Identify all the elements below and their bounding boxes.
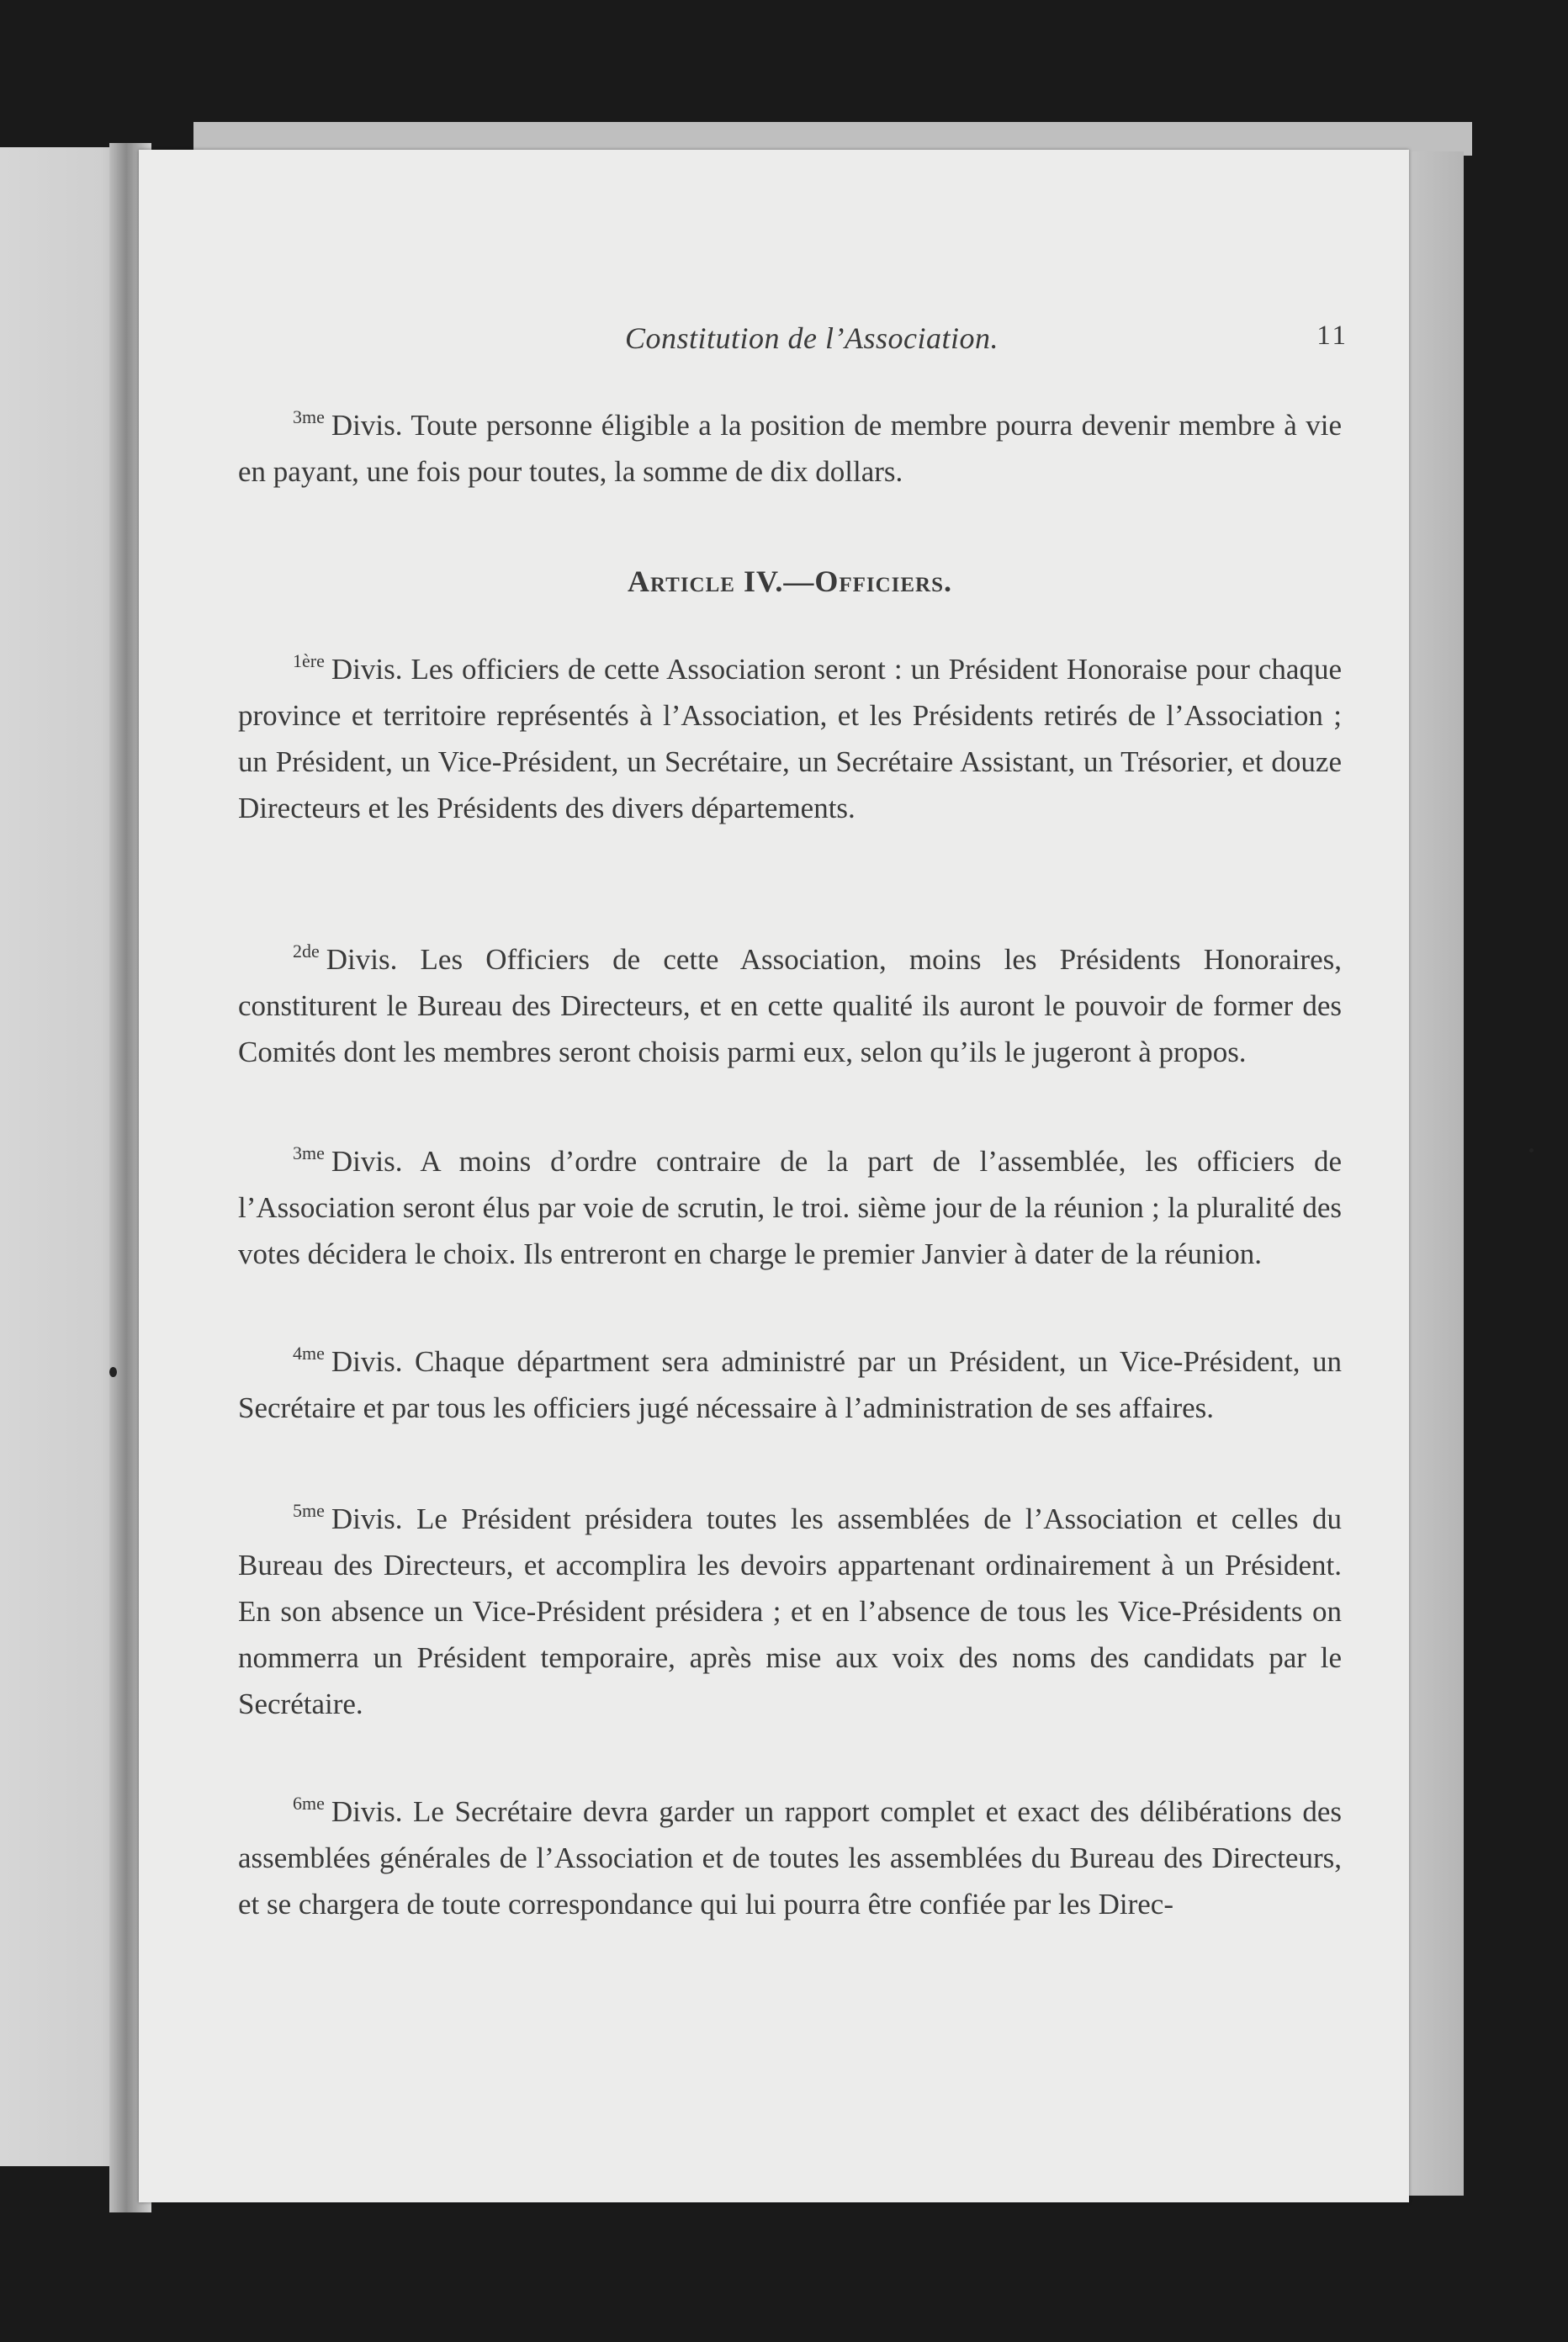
article-heading: Article IV.—Officiers. — [627, 564, 953, 598]
dust-speck — [109, 1367, 117, 1377]
paragraph-6me-divis — [238, 1788, 1342, 1927]
division-ordinal: 3me — [293, 406, 325, 427]
paragraph-text: Divis. Toute personne éligible a la position de membre pourra devenir membre à vie en payant, une fois pour toutes, la somme de dix dollars. — [238, 409, 1342, 488]
paragraph-text: Divis. Le Président présidera toutes les assemblées de l’Association et celles du Bureau des Directeurs, et accomplira les devoirs appartenant ordinairement à un Président. En son absence un Vice-Président présidera ; et en l’absence de tous les Vice-Présidents on nommerra un Président temporaire, après mise aux voix des noms des candidats par le Secrétaire. — [238, 1502, 1342, 1720]
paragraph-text: Divis. Les Officiers de cette Association, moins les Présidents Honoraires, constiturent le Bureau des Directeurs, et en cette qualité ils auront le pouvoir de former des Comités dont les membres seront choisis parmi eux, selon qu’ils le jugeront à propos. — [238, 943, 1342, 1068]
division-ordinal: 3me — [293, 1142, 325, 1163]
paragraph-3me-divis-membre — [238, 402, 1342, 495]
paragraph-5me-divis — [238, 1496, 1342, 1727]
dust-speck — [1529, 1148, 1534, 1152]
running-header-title: Constitution de l’Association. — [625, 321, 999, 355]
division-ordinal: 2de — [293, 941, 320, 962]
division-ordinal: 4me — [293, 1343, 325, 1364]
book-page — [139, 150, 1409, 2202]
paragraph-2de-divis — [238, 936, 1342, 1075]
page-number: 11 — [1316, 321, 1348, 351]
division-ordinal: 6me — [293, 1793, 325, 1814]
paragraph-text: Divis. Le Secrétaire devra garder un rapport complet et exact des délibérations des assemblées générales de l’Association et de toutes les assemblées du Bureau des Directeurs, et se chargera de toute correspondance qui lui pourra être confiée par les Direc- — [238, 1795, 1342, 1921]
paragraph-4me-divis — [238, 1338, 1342, 1431]
facing-left-page-edge — [0, 147, 126, 2166]
paragraph-text: Divis. Les officiers de cette Association seront : un Président Honoraise pour chaque province et territoire représentés à l’Association, et les Présidents retirés de l’Association ; un Président, un Vice-Président, un Secrétaire, un Secrétaire Assistant, un Trésorier, et douze Directeurs et les Présidents des divers départements. — [238, 653, 1342, 824]
paragraph-text: Divis. Chaque départment sera administré par un Président, un Vice-Président, un Secrétaire et par tous les officiers jugé nécessaire à l’administration de ses affaires. — [238, 1345, 1342, 1424]
paragraph-1ere-divis — [238, 646, 1342, 831]
division-ordinal: 1ère — [293, 650, 325, 671]
division-ordinal: 5me — [293, 1500, 325, 1521]
paragraph-3me-divis-election — [238, 1138, 1342, 1277]
paragraph-text: Divis. A moins d’ordre contraire de la part de l’assemblée, les officiers de l’Association seront élus par voie de scrutin, le troi. sième jour de la réunion ; la pluralité des votes décidera le choix. Ils entreront en charge le premier Janvier à dater de la réunion. — [238, 1145, 1342, 1270]
